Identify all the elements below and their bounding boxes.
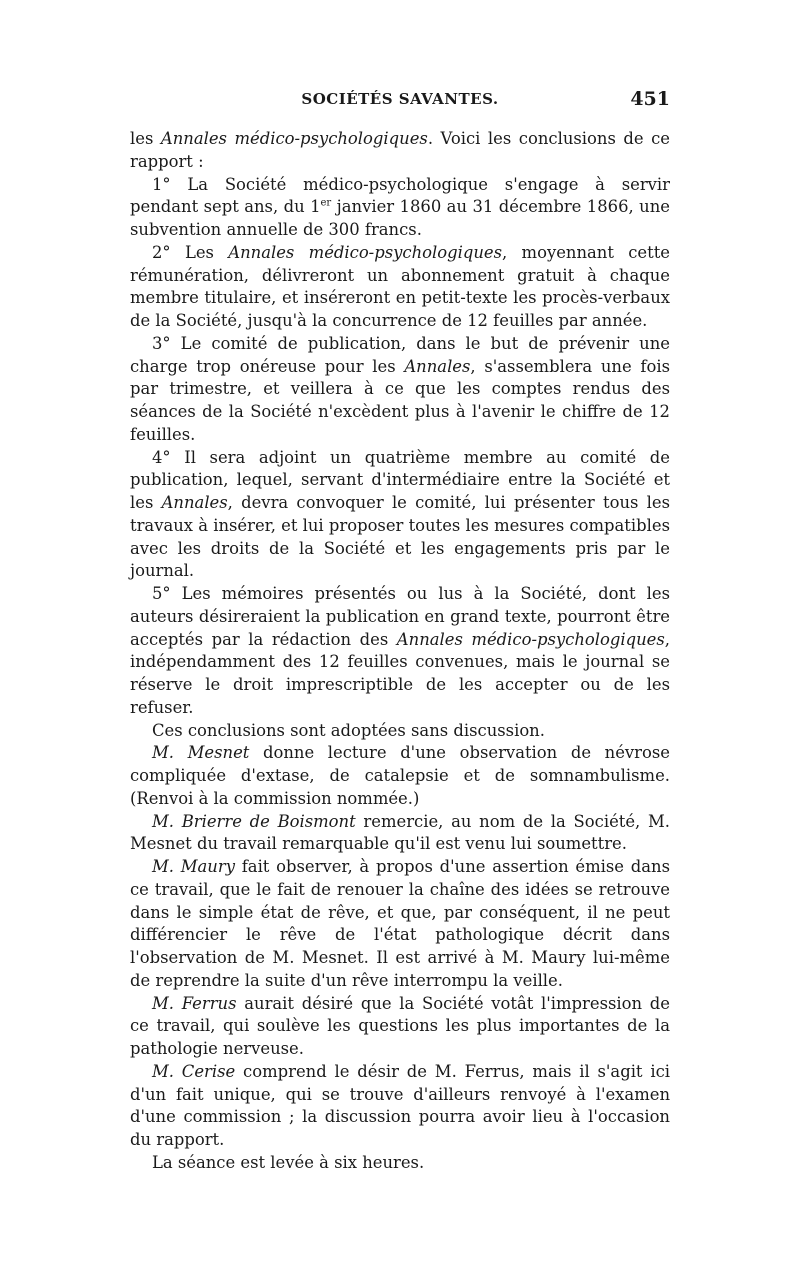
paragraph [130,1061,670,1152]
paragraph [130,742,670,810]
text-run: 3° Le comité de publication, dans le but de prévenir une charge trop onéreuse pour les [130,333,670,376]
paragraph [130,242,670,333]
text-run: 4° Il sera adjoint un quatrième membre au comité de publication, lequel, servant d'intermédiaire entre la Société et les [130,447,670,512]
text-run: , devra convoquer le comité, lui présenter tous les travaux à insérer, et lui proposer toutes les mesures compatibles avec les droits de la Société et les engagements pris par le journal. [130,493,670,581]
paragraph [130,128,670,174]
paragraph [130,583,670,720]
italic-text: Annales [404,356,471,376]
text-run: Ces conclusions sont adoptées sans discussion. [152,720,545,740]
text-run: , moyennant cette rémunération, délivreront un abonnement gratuit à chaque membre titulaire, et inséreront en petit-texte les procès-verbaux de la Société, jusqu'à la concurrence de 12 feuilles par année. [130,242,670,330]
italic-text: M. Mesnet [152,743,250,763]
text-run: fait observer, à propos d'une assertion émise dans ce travail, que le fait de renouer la chaîne des idées se retrouve dans le simple état de rêve, et que, par conséquent, il ne peut différencier le rêve de l'état pathologique décrit dans l'observation de M. Mesnet. Il est arrivé à M. Maury lui-même de reprendre la suite d'un rêve interrompu la veille. [130,857,670,990]
italic-text: Annales médico-psychologiques [228,242,502,262]
text-run: donne lecture d'une observation de névrose compliquée d'extase, de catalepsie et de somnambulisme. (Renvoi à la commission nommée.) [130,743,670,808]
italic-text: M. Brierre de Boismont [152,811,356,831]
text-run: 1° La Société médico-psychologique s'engage à servir pendant sept ans, du 1 [130,174,670,217]
text-run: . Voici les conclusions de ce rapport : [130,129,670,171]
paragraph [130,856,670,993]
paragraph [130,811,670,857]
text-run: , indépendamment des 12 feuilles convenues, mais le journal se réserve le droit imprescriptible de les accepter ou de les refuser. [130,629,670,717]
superscript-text: er [320,197,332,209]
paragraph [130,993,670,1061]
paragraph [130,720,670,743]
text-run: La séance est levée à six heures. [152,1152,425,1172]
paragraph [130,447,670,584]
italic-text: M. Ferrus [152,993,237,1013]
text-run: janvier 1860 au 31 décembre 1866, une subvention annuelle de 300 francs. [130,197,670,239]
text-run: comprend le désir de M. Ferrus, mais il s'agit ici d'un fait unique, qui se trouve d'ailleurs renvoyé à l'examen d'une commission ; la discussion pourra avoir lieu à l'occasion du rapport. [130,1061,670,1149]
running-title: SOCIÉTÉS SAVANTES. [301,90,499,108]
text-run: 2° Les [152,242,229,262]
text-run: remercie, au nom de la Société, M. Mesnet du travail remarquable qu'il est venu lui soumettre. [130,811,670,854]
italic-text: Annales médico-psychologiques [160,129,428,148]
running-head [130,90,670,114]
italic-text: M. Maury [152,857,235,876]
italic-text: Annales [161,493,228,512]
text-run: les [130,129,161,148]
text-run: aurait désiré que la Société votât l'impression de ce travail, qui soulève les questions les plus importantes de la pathologie nerveuse. [130,993,670,1058]
italic-text: M. Cerise [152,1061,236,1081]
text-run: 5° Les mémoires présentés ou lus à la Société, dont les auteurs désireraient la publication en grand texte, pourront être acceptés par la rédaction des [130,584,670,649]
body-text [130,128,670,1175]
paragraph [130,174,670,242]
paragraph [130,1152,670,1175]
page-number: 451 [630,88,670,110]
text-run: , s'assemblera une fois par trimestre, et veillera à ce que les comptes rendus des séances de la Société n'excèdent plus à l'avenir le chiffre de 12 feuilles. [130,356,670,444]
paragraph [130,333,670,447]
italic-text: Annales médico-psychologiques [396,629,665,649]
